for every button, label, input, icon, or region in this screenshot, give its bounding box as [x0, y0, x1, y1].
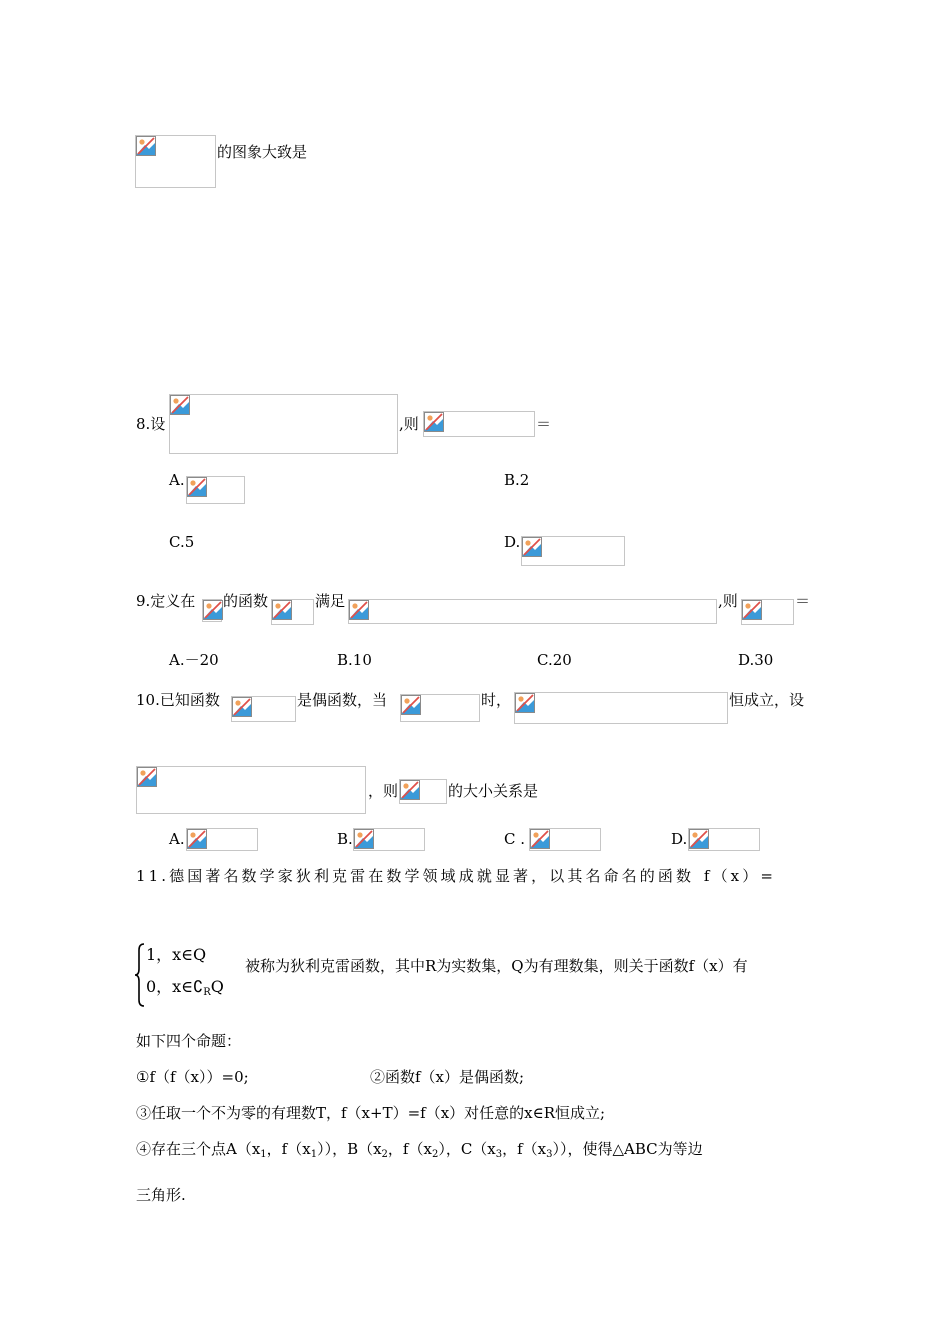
formula-image	[136, 766, 366, 814]
formula-image	[231, 696, 296, 722]
formula-image	[169, 394, 398, 454]
q8-option-c: C.5	[169, 533, 195, 551]
q10-text-1: 是偶函数，当	[297, 691, 388, 709]
q9-option-a: A.－20	[169, 651, 219, 669]
formula-image	[423, 411, 535, 437]
q10-text-3: 恒成立，设	[729, 691, 805, 709]
broken-image-icon	[272, 600, 292, 620]
broken-image-icon	[349, 600, 369, 620]
q10-text-2: 时，	[481, 691, 512, 709]
formula-image	[529, 828, 601, 851]
q8-prefix: 8.设	[136, 415, 166, 433]
q11-line-1: 11.德国著名数学家狄利克雷在数学领域成就显著，以其名命名的函数 f（x）=	[136, 867, 777, 885]
formula-image	[202, 599, 222, 622]
q11-line-2: 被称为狄利克雷函数，其中R为实数集，Q为有理数集，则关于函数f（x）有	[245, 957, 748, 975]
broken-image-icon	[137, 767, 157, 787]
formula-image	[399, 779, 447, 804]
q9-eq: ＝	[795, 592, 811, 610]
broken-image-icon	[401, 695, 421, 715]
q9-option-c: C.20	[537, 651, 572, 669]
broken-image-icon	[522, 537, 542, 557]
q9-option-b: B.10	[337, 651, 372, 669]
q7-text: 的图象大致是	[217, 143, 308, 161]
q10-text-5: 的大小关系是	[448, 782, 539, 800]
piece-row-1: 1，x∈Q	[146, 945, 207, 964]
broken-image-icon	[742, 600, 762, 620]
broken-image-icon	[354, 829, 374, 849]
formula-image	[135, 135, 216, 188]
broken-image-icon	[187, 477, 207, 497]
piecewise-function	[134, 942, 246, 1008]
formula-image	[186, 828, 258, 851]
broken-image-icon	[530, 829, 550, 849]
broken-image-icon	[689, 829, 709, 849]
q9-text-2: 满足	[315, 592, 346, 610]
broken-image-icon	[136, 136, 156, 156]
q9-then: ,则	[718, 592, 738, 610]
q11-item-1: ①f（f（x））=0;	[136, 1068, 249, 1086]
broken-image-icon	[400, 780, 420, 800]
q11-item-4: ④存在三个点$A(x_1$，$f(x_1)$），$B(x_2$，$f(x_2)$，$C(x_3$，$f(x_3)$），使得△ABC为等边	[136, 1140, 703, 1160]
piece-row-2: 0，$x\in∁_RQ$	[146, 977, 224, 998]
q11-item-2: ②函数f（x）是偶函数;	[370, 1068, 525, 1086]
formula-image	[400, 694, 480, 722]
q8-option-a-label: A.	[169, 471, 185, 489]
broken-image-icon	[170, 395, 190, 415]
formula-image	[348, 599, 717, 624]
broken-image-icon	[232, 697, 252, 717]
q9-option-d: D.30	[738, 651, 774, 669]
q8-eq: ＝	[536, 415, 552, 433]
left-brace-icon	[134, 942, 146, 1008]
broken-image-icon	[187, 829, 207, 849]
formula-image	[353, 828, 425, 851]
q10-prefix: 10.已知函数	[136, 691, 220, 709]
q9-text-1: 的函数	[223, 592, 269, 610]
broken-image-icon	[203, 600, 223, 620]
q10-option-c-label: C .	[504, 830, 526, 848]
q10-text-4: ，则	[368, 782, 399, 800]
q8-option-b: B.2	[504, 471, 530, 489]
q10-option-b-label: B.	[337, 830, 353, 848]
formula-image	[688, 828, 760, 851]
formula-image	[741, 599, 794, 625]
formula-image	[186, 476, 245, 504]
q11-item-3: ③任取一个不为零的有理数T，f（x+T）=f（x）对任意的x∈R恒成立;	[136, 1104, 606, 1122]
formula-image	[514, 692, 728, 724]
formula-image	[271, 599, 314, 625]
q10-option-d-label: D.	[671, 830, 688, 848]
formula-image	[521, 536, 625, 566]
q8-then: ,则	[399, 415, 419, 433]
q8-option-d-label: D.	[504, 533, 521, 551]
q11-line-3: 如下四个命题：	[136, 1032, 242, 1050]
q9-prefix: 9.定义在	[136, 592, 196, 610]
broken-image-icon	[424, 412, 444, 432]
q10-option-a-label: A.	[169, 830, 185, 848]
broken-image-icon	[515, 693, 535, 713]
q11-item-4-cont: 三角形.	[136, 1186, 186, 1204]
